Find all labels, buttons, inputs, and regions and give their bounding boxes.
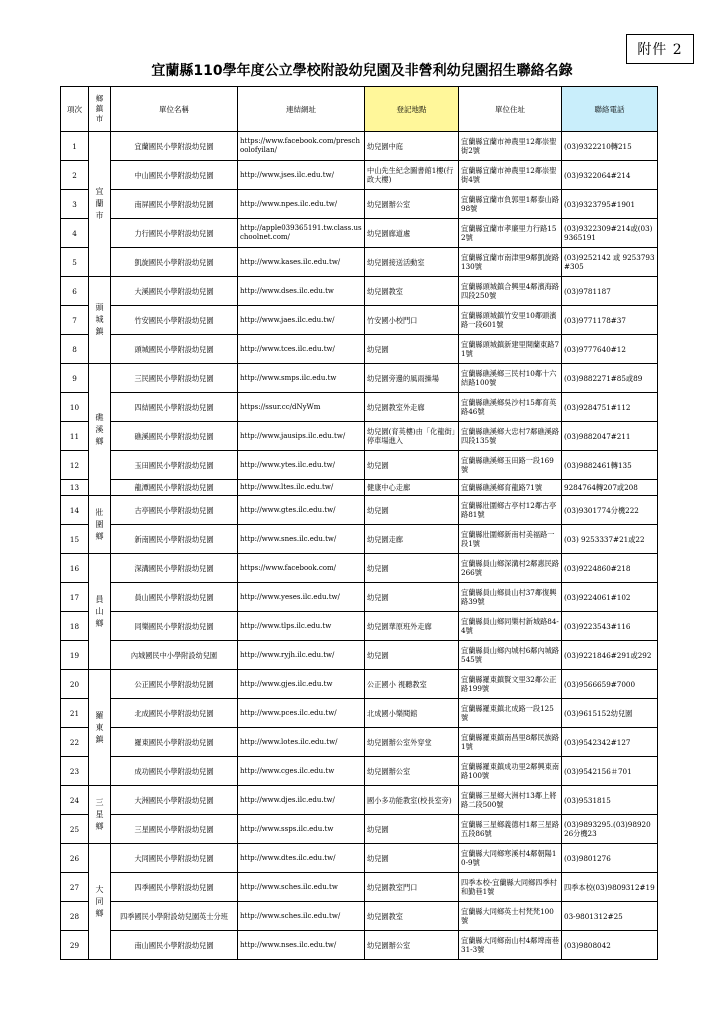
school-address: 宜蘭縣宜蘭市負郭里1鄰泰山路98號 bbox=[459, 190, 562, 219]
header-town: 鄉鎮市 bbox=[89, 87, 111, 132]
table-row bbox=[61, 161, 658, 190]
table-row bbox=[61, 219, 658, 248]
contact-phone: (03)9882271#85或89 bbox=[562, 364, 658, 393]
school-name: 龍潭國民小學附設幼兒園 bbox=[111, 480, 238, 496]
school-address: 宜蘭縣宜蘭市神農里12鄰崇聖街2號 bbox=[459, 132, 562, 161]
school-name: 南山國民小學附設幼兒園 bbox=[111, 931, 238, 960]
school-name: 力行國民小學附設幼兒園 bbox=[111, 219, 238, 248]
school-name: 羅東國民小學附設幼兒園 bbox=[111, 728, 238, 757]
contact-phone: (03)9542342#127 bbox=[562, 728, 658, 757]
table-row bbox=[61, 364, 658, 393]
registration-location: 幼兒園中庭 bbox=[365, 132, 459, 161]
town-label: 宜蘭市 bbox=[95, 187, 104, 220]
town-cell bbox=[89, 496, 111, 554]
registration-location: 幼兒園接送活動室 bbox=[365, 248, 459, 277]
row-index: 4 bbox=[61, 219, 89, 248]
website-link[interactable]: http://www.yeses.ilc.edu.tw/ bbox=[238, 583, 365, 612]
registration-location: 幼兒園 bbox=[365, 496, 459, 525]
website-link[interactable]: http://www.jausips.ilc.edu.tw/ bbox=[238, 422, 365, 451]
contact-phone: (03)9284751#112 bbox=[562, 393, 658, 422]
website-link[interactable]: http://www.gjes.ilc.edu.tw bbox=[238, 670, 365, 699]
registration-location: 中山先生紀念圖書館1樓(行政大樓) bbox=[365, 161, 459, 190]
school-address: 宜蘭縣壯圍鄉新南村美福路一段1號 bbox=[459, 525, 562, 554]
website-link[interactable]: http://www.ytes.ilc.edu.tw/ bbox=[238, 451, 365, 480]
registration-location: 幼兒園辦公室 bbox=[365, 190, 459, 219]
registration-location: 幼兒園辦公室 bbox=[365, 757, 459, 786]
row-index: 14 bbox=[61, 496, 89, 525]
table-row bbox=[61, 873, 658, 902]
school-name: 成功國民小學附設幼兒園 bbox=[111, 757, 238, 786]
school-name: 公正國民小學附設幼兒園 bbox=[111, 670, 238, 699]
contact-phone: (03)9542156＃701 bbox=[562, 757, 658, 786]
table-row bbox=[61, 815, 658, 844]
town-cell bbox=[89, 364, 111, 496]
table-row bbox=[61, 728, 658, 757]
website-link[interactable]: http://www.jaes.ilc.edu.tw/ bbox=[238, 306, 365, 335]
registration-location: 公正國小 視聽教室 bbox=[365, 670, 459, 699]
registration-location: 幼兒園教室外走廊 bbox=[365, 393, 459, 422]
row-index: 9 bbox=[61, 364, 89, 393]
registration-location: 幼兒園華原班外走廊 bbox=[365, 612, 459, 641]
row-index: 22 bbox=[61, 728, 89, 757]
registration-location: 竹安國小校門口 bbox=[365, 306, 459, 335]
town-label: 礁溪鄉 bbox=[95, 412, 104, 446]
registration-location: 幼兒園 bbox=[365, 583, 459, 612]
contact-phone: (03)9566659#7000 bbox=[562, 670, 658, 699]
website-link[interactable]: http://www.sches.ilc.edu.tw bbox=[238, 873, 365, 902]
table-row bbox=[61, 757, 658, 786]
school-name: 大洲國民小學附設幼兒園 bbox=[111, 786, 238, 815]
contact-phone: (03)9893295.(03)9892026分機23 bbox=[562, 815, 658, 844]
registration-location: 幼兒園 bbox=[365, 335, 459, 364]
school-address: 宜蘭縣頭城鎮新建里開蘭東路71號 bbox=[459, 335, 562, 364]
registration-location: 國小多功能教室(校長室旁) bbox=[365, 786, 459, 815]
school-address: 宜蘭縣員山鄉深溝村2鄰惠民路266號 bbox=[459, 554, 562, 583]
registration-location: 幼兒園走廊 bbox=[365, 525, 459, 554]
school-name: 頭城國民小學附設幼兒園 bbox=[111, 335, 238, 364]
contact-phone: (03)9223543#116 bbox=[562, 612, 658, 641]
school-name: 大同國民小學附設幼兒園 bbox=[111, 844, 238, 873]
row-index: 2 bbox=[61, 161, 89, 190]
school-address: 宜蘭縣員山鄉同樂村新城路84-4號 bbox=[459, 612, 562, 641]
contact-phone: (03)9771178#37 bbox=[562, 306, 658, 335]
website-link[interactable]: http://www.npes.ilc.edu.tw/ bbox=[238, 190, 365, 219]
contact-phone: (03)9882047#211 bbox=[562, 422, 658, 451]
table-row bbox=[61, 306, 658, 335]
row-index: 18 bbox=[61, 612, 89, 641]
website-link[interactable]: http://www.lotes.ilc.edu.tw/ bbox=[238, 728, 365, 757]
school-name: 宜蘭國民小學附設幼兒園 bbox=[111, 132, 238, 161]
table-row bbox=[61, 612, 658, 641]
row-index: 16 bbox=[61, 554, 89, 583]
school-name: 大溪國民小學附設幼兒園 bbox=[111, 277, 238, 306]
registration-location: 健康中心走廊 bbox=[365, 480, 459, 496]
table-row bbox=[61, 844, 658, 873]
school-address: 宜蘭縣壯圍鄉古亭村12鄰古亭路81號 bbox=[459, 496, 562, 525]
row-index: 13 bbox=[61, 480, 89, 496]
row-index: 21 bbox=[61, 699, 89, 728]
school-name: 凱旋國民小學附設幼兒園 bbox=[111, 248, 238, 277]
website-link[interactable]: http://www.ssps.ilc.edu.tw bbox=[238, 815, 365, 844]
contact-phone: (03)9882461轉135 bbox=[562, 451, 658, 480]
row-index: 15 bbox=[61, 525, 89, 554]
registration-location: 幼兒園教室門口 bbox=[365, 873, 459, 902]
row-index: 7 bbox=[61, 306, 89, 335]
school-address: 宜蘭縣員山鄉內城村6鄰內城路545號 bbox=[459, 641, 562, 670]
row-index: 29 bbox=[61, 931, 89, 960]
table-row bbox=[61, 525, 658, 554]
contact-phone: (03)9301774分機222 bbox=[562, 496, 658, 525]
town-cell bbox=[89, 844, 111, 960]
school-name: 新南國民小學附設幼兒園 bbox=[111, 525, 238, 554]
contact-phone: 9284764轉207或208 bbox=[562, 480, 658, 496]
website-link[interactable]: http://www.jses.ilc.edu.tw/ bbox=[238, 161, 365, 190]
row-index: 25 bbox=[61, 815, 89, 844]
header-phone: 聯絡電話 bbox=[562, 87, 658, 132]
registration-location: 幼兒園 bbox=[365, 815, 459, 844]
school-name: 三民國民小學附設幼兒園 bbox=[111, 364, 238, 393]
registration-location: 幼兒園辦公室外穿堂 bbox=[365, 728, 459, 757]
school-address: 宜蘭縣宜蘭市神農里12鄰崇聖街4號 bbox=[459, 161, 562, 190]
school-name: 中山國民小學附設幼兒園 bbox=[111, 161, 238, 190]
town-cell bbox=[89, 554, 111, 670]
website-link[interactable]: http://www.ryjh.ilc.edu.tw/ bbox=[238, 641, 365, 670]
school-name: 員山國民小學附設幼兒園 bbox=[111, 583, 238, 612]
website-link[interactable]: http://www.sches.ilc.edu.tw/ bbox=[238, 902, 365, 931]
school-name: 玉田國民小學附設幼兒園 bbox=[111, 451, 238, 480]
registration-location: 幼兒園 bbox=[365, 844, 459, 873]
contact-phone: (03)9224061#102 bbox=[562, 583, 658, 612]
table-row bbox=[61, 670, 658, 699]
header-address: 單位住址 bbox=[459, 87, 562, 132]
school-address: 宜蘭縣礁溪鄉大忠村7鄰礁溪路四段135號 bbox=[459, 422, 562, 451]
website-link[interactable]: http://apple039365191.tw.class.uschoolnet.com/ bbox=[238, 219, 365, 248]
contact-phone: (03)9322210轉215 bbox=[562, 132, 658, 161]
row-index: 10 bbox=[61, 393, 89, 422]
school-name: 三星國民小學附設幼兒園 bbox=[111, 815, 238, 844]
registration-location: 幼兒園辦公室 bbox=[365, 931, 459, 960]
town-label: 壯圍鄉 bbox=[95, 507, 104, 541]
table-row bbox=[61, 554, 658, 583]
school-address: 宜蘭縣三星鄉義德村1鄰三星路五段86號 bbox=[459, 815, 562, 844]
school-address: 宜蘭縣大同鄉寒溪村4鄰朝陽10-9號 bbox=[459, 844, 562, 873]
contact-phone: (03)9252142 或 9253793#305 bbox=[562, 248, 658, 277]
contact-phone: (03)9781187 bbox=[562, 277, 658, 306]
page-title: 宜蘭縣110學年度公立學校附設幼兒園及非營利幼兒園招生聯絡名錄 bbox=[151, 63, 573, 79]
registration-location: 幼兒園旁邊的風雨操場 bbox=[365, 364, 459, 393]
website-link[interactable]: https://ssur.cc/dNyWm bbox=[238, 393, 365, 422]
table-row bbox=[61, 248, 658, 277]
row-index: 23 bbox=[61, 757, 89, 786]
website-link[interactable]: http://www.djes.ilc.edu.tw/ bbox=[238, 786, 365, 815]
school-address: 宜蘭縣羅東鎮北成路一段125號 bbox=[459, 699, 562, 728]
website-link[interactable]: https://www.facebook.com/preschoolofyilan/ bbox=[238, 132, 365, 161]
row-index: 20 bbox=[61, 670, 89, 699]
registration-location: 幼兒園 bbox=[365, 554, 459, 583]
registration-location: 幼兒園(育英樓)由「化龍街」停車場進入 bbox=[365, 422, 459, 451]
website-link[interactable]: http://www.gtes.ilc.edu.tw/ bbox=[238, 496, 365, 525]
town-cell bbox=[89, 786, 111, 844]
row-index: 27 bbox=[61, 873, 89, 902]
school-name: 深溝國民小學附設幼兒園 bbox=[111, 554, 238, 583]
contact-phone: 03-9801312#25 bbox=[562, 902, 658, 931]
contact-phone: (03)9808042 bbox=[562, 931, 658, 960]
row-index: 19 bbox=[61, 641, 89, 670]
table-row bbox=[61, 393, 658, 422]
website-link[interactable]: http://www.nses.ilc.edu.tw/ bbox=[238, 931, 365, 960]
school-address: 宜蘭縣礁溪鄉育龍路71號 bbox=[459, 480, 562, 496]
school-name: 四季國民小學附設幼兒園英士分班 bbox=[111, 902, 238, 931]
contact-phone: 四季本校(03)9809312#19 bbox=[562, 873, 658, 902]
row-index: 28 bbox=[61, 902, 89, 931]
school-address: 宜蘭縣羅東鎮南昌里8鄰民族路1號 bbox=[459, 728, 562, 757]
table-row bbox=[61, 786, 658, 815]
row-index: 17 bbox=[61, 583, 89, 612]
website-link[interactable]: https://www.facebook.com/ bbox=[238, 554, 365, 583]
website-link[interactable]: http://www.tces.ilc.edu.tw/ bbox=[238, 335, 365, 364]
town-cell bbox=[89, 670, 111, 786]
school-address: 宜蘭縣宜蘭市孝廉里力行路152號 bbox=[459, 219, 562, 248]
website-link[interactable]: http://www.smps.ilc.edu.tw bbox=[238, 364, 365, 393]
school-name: 同樂國民小學附設幼兒園 bbox=[111, 612, 238, 641]
school-address: 宜蘭縣宜蘭市南津里9鄰凱旋路130號 bbox=[459, 248, 562, 277]
school-address: 宜蘭縣頭城鎮合興里4鄰濱海路四段250號 bbox=[459, 277, 562, 306]
town-label: 頭城鎮 bbox=[95, 303, 104, 336]
header-name: 單位名稱 bbox=[111, 87, 238, 132]
town-label: 三星鄉 bbox=[95, 797, 104, 831]
contact-phone: (03)9615152幼兒園 bbox=[562, 699, 658, 728]
contact-phone: (03) 9253337#21或22 bbox=[562, 525, 658, 554]
row-index: 8 bbox=[61, 335, 89, 364]
website-link[interactable]: http://www.tlps.ilc.edu.tw bbox=[238, 612, 365, 641]
table-row bbox=[61, 931, 658, 960]
town-label: 羅東鎮 bbox=[95, 710, 104, 744]
table-row bbox=[61, 277, 658, 306]
contact-phone: (03)9801276 bbox=[562, 844, 658, 873]
contact-phone: (03)9777640#12 bbox=[562, 335, 658, 364]
school-address: 宜蘭縣員山鄉員山村37鄰復興路39號 bbox=[459, 583, 562, 612]
row-index: 6 bbox=[61, 277, 89, 306]
registration-location: 幼兒園 bbox=[365, 451, 459, 480]
contact-phone: (03)9221846#291或292 bbox=[562, 641, 658, 670]
row-index: 24 bbox=[61, 786, 89, 815]
registration-location: 幼兒園教室 bbox=[365, 902, 459, 931]
school-address: 宜蘭縣三星鄉大洲村13鄰上將路二段500號 bbox=[459, 786, 562, 815]
school-name: 內城國民中小學附設幼兒園 bbox=[111, 641, 238, 670]
website-link[interactable]: http://www.kases.ilc.edu.tw/ bbox=[238, 248, 365, 277]
school-name: 古亭國民小學附設幼兒園 bbox=[111, 496, 238, 525]
contact-phone: (03)9224860#218 bbox=[562, 554, 658, 583]
school-name: 四季國民小學附設幼兒園 bbox=[111, 873, 238, 902]
school-address: 宜蘭縣頭城鎮竹安里10鄰頭濱路一段601號 bbox=[459, 306, 562, 335]
school-name: 四結國民小學附設幼兒園 bbox=[111, 393, 238, 422]
kindergarten-contact-table bbox=[60, 86, 658, 960]
row-index: 3 bbox=[61, 190, 89, 219]
table-header-row bbox=[61, 87, 658, 132]
table-row bbox=[61, 422, 658, 451]
school-address: 宜蘭縣大同鄉英士村梵梵100號 bbox=[459, 902, 562, 931]
school-address: 宜蘭縣礁溪鄉玉田路一段169號 bbox=[459, 451, 562, 480]
school-address: 宜蘭縣大同鄉南山村4鄰埤南巷31-3號 bbox=[459, 931, 562, 960]
registration-location: 北成國小樂閱館 bbox=[365, 699, 459, 728]
school-address: 宜蘭縣羅東鎮成功里2鄰興東南路100號 bbox=[459, 757, 562, 786]
contact-phone: (03)9531815 bbox=[562, 786, 658, 815]
website-link[interactable]: http://www.cges.ilc.edu.tw bbox=[238, 757, 365, 786]
registration-location: 幼兒園 bbox=[365, 641, 459, 670]
registration-location: 幼兒園廊道處 bbox=[365, 219, 459, 248]
website-link[interactable]: http://www.dtes.ilc.edu.tw/ bbox=[238, 844, 365, 873]
table-row bbox=[61, 496, 658, 525]
registration-location: 幼兒園教室 bbox=[365, 277, 459, 306]
row-index: 5 bbox=[61, 248, 89, 277]
town-cell bbox=[89, 132, 111, 277]
table-row bbox=[61, 190, 658, 219]
school-address: 宜蘭縣礁溪鄉吳沙村15鄰育英路46號 bbox=[459, 393, 562, 422]
table-row bbox=[61, 451, 658, 480]
school-name: 南屏國民小學附設幼兒園 bbox=[111, 190, 238, 219]
header-index: 項次 bbox=[61, 87, 89, 132]
row-index: 26 bbox=[61, 844, 89, 873]
contact-phone: (03)9322309#214或(03)9365191 bbox=[562, 219, 658, 248]
town-label: 大同鄉 bbox=[95, 884, 104, 918]
website-link[interactable]: http://www.ltes.ilc.edu.tw/ bbox=[238, 480, 365, 496]
school-name: 竹安國民小學附設幼兒園 bbox=[111, 306, 238, 335]
table-row bbox=[61, 132, 658, 161]
header-location: 登記地點 bbox=[365, 87, 459, 132]
contact-phone: (03)9322064#214 bbox=[562, 161, 658, 190]
website-link[interactable]: http://www.dses.ilc.edu.tw bbox=[238, 277, 365, 306]
table-row bbox=[61, 480, 658, 496]
website-link[interactable]: http://www.pces.ilc.edu.tw/ bbox=[238, 699, 365, 728]
table-row bbox=[61, 583, 658, 612]
school-name: 礁溪國民小學附設幼兒園 bbox=[111, 422, 238, 451]
header-url: 連結網址 bbox=[238, 87, 365, 132]
town-label: 員山鄉 bbox=[95, 594, 104, 628]
table-row bbox=[61, 335, 658, 364]
website-link[interactable]: http://www.snes.ilc.edu.tw/ bbox=[238, 525, 365, 554]
table-row bbox=[61, 641, 658, 670]
school-address: 宜蘭縣羅東鎮賢文里32鄰公正路199號 bbox=[459, 670, 562, 699]
row-index: 12 bbox=[61, 451, 89, 480]
row-index: 1 bbox=[61, 132, 89, 161]
town-cell bbox=[89, 277, 111, 364]
school-address: 宜蘭縣礁溪鄉三民村10鄰十六結路100號 bbox=[459, 364, 562, 393]
row-index: 11 bbox=[61, 422, 89, 451]
annex-label: 附件 2 bbox=[626, 34, 694, 64]
contact-phone: (03)9323795#1901 bbox=[562, 190, 658, 219]
school-address: 四季本校-宜蘭縣大同鄉四季村和勤巷1號 bbox=[459, 873, 562, 902]
table-row bbox=[61, 699, 658, 728]
school-name: 北成國民小學附設幼兒園 bbox=[111, 699, 238, 728]
table-row bbox=[61, 902, 658, 931]
